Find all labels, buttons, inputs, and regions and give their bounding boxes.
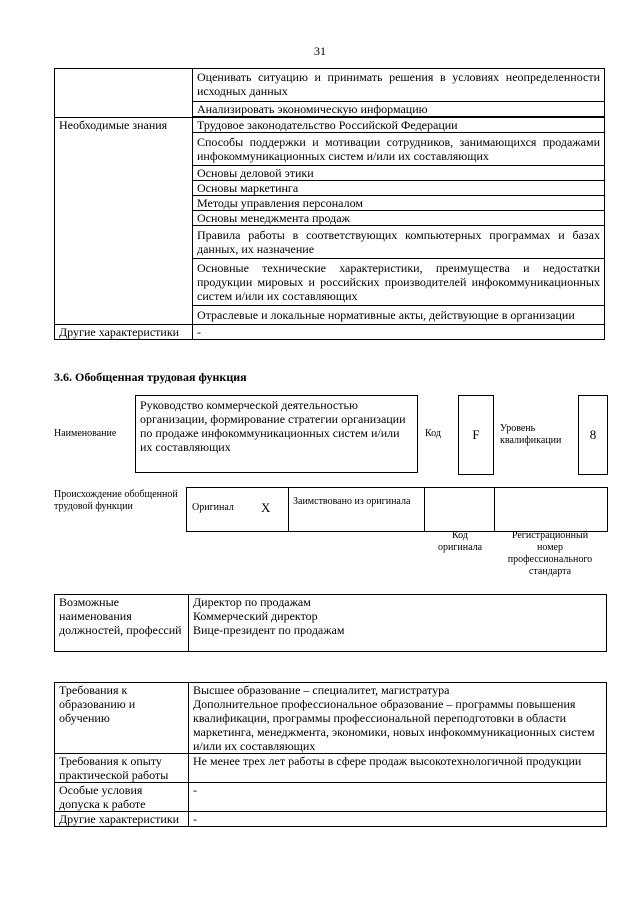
table-cell-values — [189, 595, 607, 652]
positions-table — [54, 594, 607, 652]
reg-number-cell — [495, 488, 607, 531]
original-cell — [187, 488, 289, 531]
table-cell-label: Другие характеристики — [55, 325, 193, 340]
table-cell-label — [55, 69, 193, 118]
table-cell-text: Основные технические характеристики, преимущества и недостатки продукции мировых и российских производителей инфокоммуникационных систем и/или их составляющих — [193, 259, 605, 306]
requirement-line: - — [193, 783, 197, 797]
name-label: Наименование — [54, 428, 117, 439]
position-item: Вице-президент по продажам — [193, 623, 345, 637]
code-original-cell — [425, 488, 495, 531]
requirements-table — [54, 682, 607, 827]
origin-label: Происхождение обобщенной трудовой функции — [54, 489, 178, 512]
table-row — [55, 754, 607, 783]
page-number: 31 — [314, 44, 326, 58]
table-row — [55, 69, 605, 102]
table-cell-values — [189, 783, 607, 812]
table-cell-label: Особые условия допуска к работе — [55, 783, 189, 812]
table-cell-label: Другие характеристики — [55, 812, 189, 827]
table-cell-values — [189, 812, 607, 827]
position-item: Коммерческий директор — [193, 609, 318, 623]
code-value: F — [458, 395, 494, 475]
level-value: 8 — [578, 395, 608, 475]
table-cell-text: Отраслевые и локальные нормативные акты, действующие в организации — [193, 306, 605, 325]
borrowed-label: Заимствовано из оригинала — [293, 496, 411, 507]
requirement-line: Не менее трех лет работы в сфере продаж высокотехнологичной продукции — [193, 754, 582, 768]
code-original-label: Код оригинала — [437, 530, 483, 553]
table-cell-text: Правила работы в соответствующих компьютерных программах и базах данных, их назначение — [193, 226, 605, 259]
table-cell-label: Требования к опыту практической работы — [55, 754, 189, 783]
table-cell-text: Оценивать ситуацию и принимать решения в условиях неопределенности исходных данных — [193, 69, 605, 102]
original-label: Оригинал — [192, 502, 234, 513]
table-cell-text: Способы поддержки и мотивации сотрудников, занимающихся продажами инфокоммуникационных систем и/или их составляющих — [193, 133, 605, 166]
name-value: Руководство коммерческой деятельностью организации, формирование стратегии организации по продаже инфокоммуникационных систем и/или их составляющих — [135, 395, 418, 473]
original-mark: X — [261, 500, 271, 515]
table-row — [55, 117, 605, 133]
table-row — [55, 783, 607, 812]
table-row — [55, 595, 607, 652]
requirement-line: Дополнительное профессиональное образование – программы повышения квалификации, программы профессиональной переподготовки в области маркетинга, менеджмента, экономики, новых инфокоммуникационных систем и/или их составляющих — [193, 697, 595, 753]
requirement-line: Высшее образование – специалитет, магистратура — [193, 683, 450, 697]
borrowed-cell — [289, 488, 425, 531]
section-title: 3.6. Обобщенная трудовая функция — [54, 370, 247, 384]
table-row — [55, 325, 605, 340]
origin-row — [186, 487, 608, 532]
level-label: Уровень квалификации — [500, 423, 562, 446]
table-row — [55, 683, 607, 754]
table-cell-label: Необходимые знания — [55, 117, 193, 325]
table-cell-values — [189, 754, 607, 783]
table-cell-text: Основы менеджмента продаж — [193, 211, 605, 226]
reg-number-label: Регистрационный номер профессионального стандарта — [507, 530, 593, 577]
table-cell-text: - — [193, 325, 605, 340]
table-cell-text: Анализировать экономическую информацию — [193, 102, 605, 118]
table-cell-text: Трудовое законодательство Российской Федерации — [193, 117, 605, 133]
table-cell-text: Методы управления персоналом — [193, 196, 605, 211]
table-cell-label: Требования к образованию и обучению — [55, 683, 189, 754]
code-label: Код — [425, 428, 441, 439]
table-cell-label: Возможные наименования должностей, профессий — [55, 595, 189, 652]
table-cell-text: Основы деловой этики — [193, 166, 605, 181]
table-row — [55, 812, 607, 827]
table-cell-values — [189, 683, 607, 754]
position-item: Директор по продажам — [193, 595, 311, 609]
skills-table — [54, 68, 605, 340]
requirement-line: - — [193, 812, 197, 826]
table-cell-text: Основы маркетинга — [193, 181, 605, 196]
